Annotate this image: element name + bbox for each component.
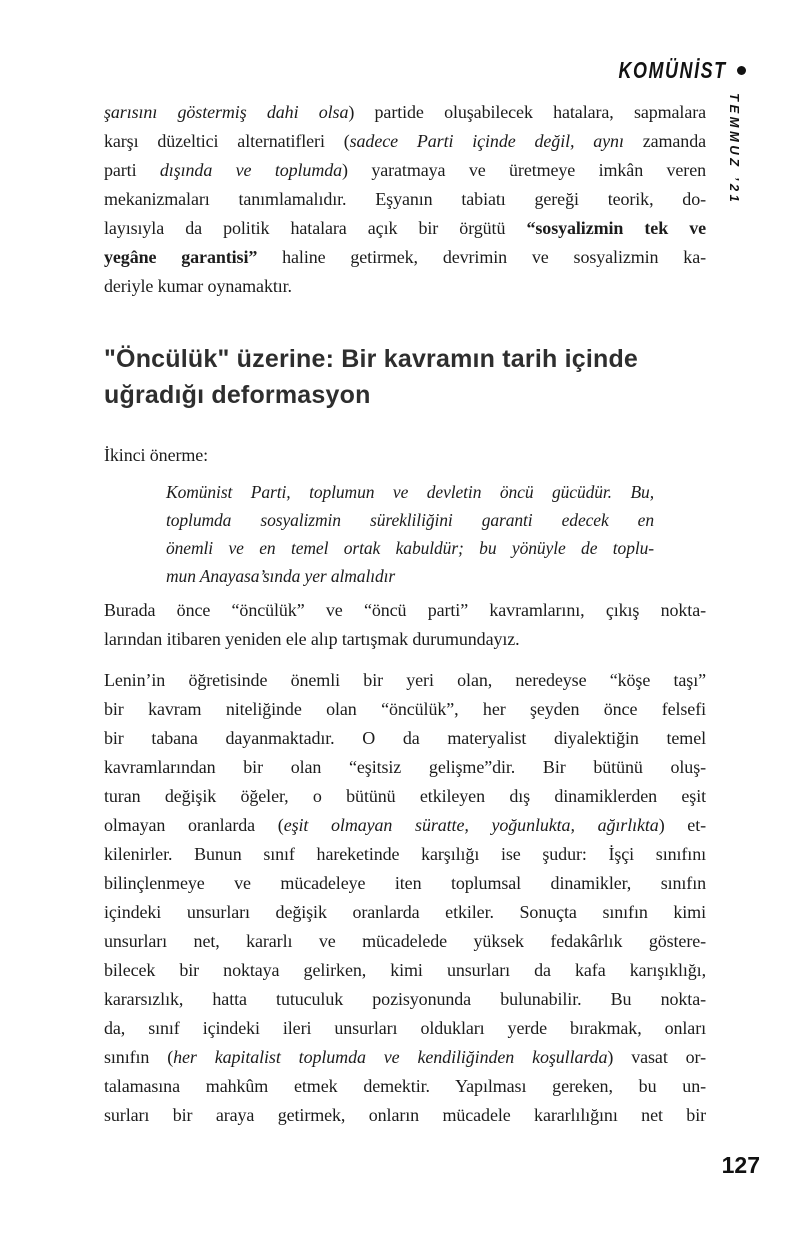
- text-line: içindeki unsurları değişik oranlarda etkiler. Sonuçta sınıfın kimi: [104, 902, 706, 922]
- issue-date-vertical: TEMMUZ ’21: [727, 93, 742, 206]
- text-line: layısıyla da politik hatalara açık bir örgütü “sosyalizmin tek ve: [104, 218, 707, 238]
- section-heading: [104, 341, 706, 413]
- text-line: yegâne garantisi” haline getirmek, devrimin ve sosyalizmin ka-: [104, 247, 706, 267]
- text-line: Lenin’in öğretisinde önemli bir yeri olan, neredeyse “köşe taşı”: [104, 670, 706, 690]
- lenin-paragraph: [104, 666, 706, 1130]
- page-number: 127: [721, 1152, 760, 1178]
- text-line: şarısını göstermiş dahi olsa) partide oluşabilecek hatalara, sapmalara: [104, 102, 706, 122]
- burada-paragraph: [104, 596, 706, 654]
- text-line: surları bir araya getirmek, onların mücadele kararlılığını net bir: [104, 1105, 706, 1125]
- text-line: bir kavram niteliğinde olan “öncülük”, her şeyden önce felsefi: [104, 699, 706, 719]
- text-line: bilinçlenmeye ve mücadeleye iten toplumsal dinamikler, sınıfın: [104, 873, 706, 893]
- text-line: unsurları net, kararlı ve mücadelede yüksek fedakârlık göstere-: [104, 931, 706, 951]
- running-head: [588, 57, 746, 84]
- text-line: uğradığı deformasyon: [104, 381, 371, 409]
- text-line: da, sınıf içindeki ileri unsurları oldukları yerde bırakmak, onları: [104, 1018, 706, 1038]
- premise-quote: [104, 478, 706, 590]
- text-line: larından itibaren yeniden ele alıp tartışmak durumundayız.: [104, 629, 520, 649]
- text-line: bir tabana dayanmaktadır. O da materyalist diyalektiğin temel: [104, 728, 706, 748]
- text-line: Komünist Parti, toplumun ve devletin öncü gücüdür. Bu,: [166, 482, 654, 502]
- text-line: olmayan oranlarda (eşit olmayan süratte, yoğunlukta, ağırlıkta) et-: [104, 815, 706, 835]
- premise-label: [104, 441, 706, 470]
- journal-title: KOMÜNİST: [618, 57, 727, 83]
- text-line: kavramlarından bir olan “eşitsiz gelişme”dir. Bir bütünü oluş-: [104, 757, 706, 777]
- text-line: parti dışında ve toplumda) yaratmaya ve üretmeye imkân veren: [104, 160, 706, 180]
- text-line: kararsızlık, hatta tutuculuk pozisyonunda bulunabilir. Bu nokta-: [104, 989, 706, 1009]
- text-line: "Öncülük" üzerine: Bir kavramın tarih içinde: [104, 345, 639, 373]
- text-line: İkinci önerme:: [104, 445, 209, 465]
- text-line: karşı düzeltici alternatifleri (sadece Parti içinde değil, aynı zamanda: [104, 131, 706, 151]
- text-line: sınıfın (her kapitalist toplumda ve kendiliğinden koşullarda) vasat or-: [104, 1047, 706, 1067]
- text-line: talamasına mahkûm etmek demektir. Yapılması gereken, bu un-: [104, 1076, 706, 1096]
- text-line: mun Anayasa’sında yer almalıdır: [166, 566, 396, 586]
- bullet-icon: [737, 66, 746, 75]
- text-line: Burada önce “öncülük” ve “öncü parti” kavramlarını, çıkış nokta-: [104, 600, 706, 620]
- text-line: turan değişik öğeler, o bütünü etkileyen dış dinamiklerden eşit: [104, 786, 706, 806]
- text-line: mekanizmaları tanımlamalıdır. Eşyanın tabiatı gereği teorik, do-: [104, 189, 706, 209]
- continued-paragraph: [104, 98, 706, 301]
- text-line: toplumda sosyalizmin sürekliliğini garanti edecek en: [166, 510, 654, 530]
- text-column: [104, 98, 706, 1130]
- text-line: önemli ve en temel ortak kabuldür; bu yönüyle de toplu-: [166, 538, 654, 558]
- text-line: deriyle kumar oynamaktır.: [104, 276, 292, 296]
- text-line: kilenirler. Bunun sınıf hareketinde karşılığı ise şudur: İşçi sınıfını: [104, 844, 706, 864]
- text-line: bilecek bir noktaya gelirken, kimi unsurları da kafa karışıklığı,: [104, 960, 706, 980]
